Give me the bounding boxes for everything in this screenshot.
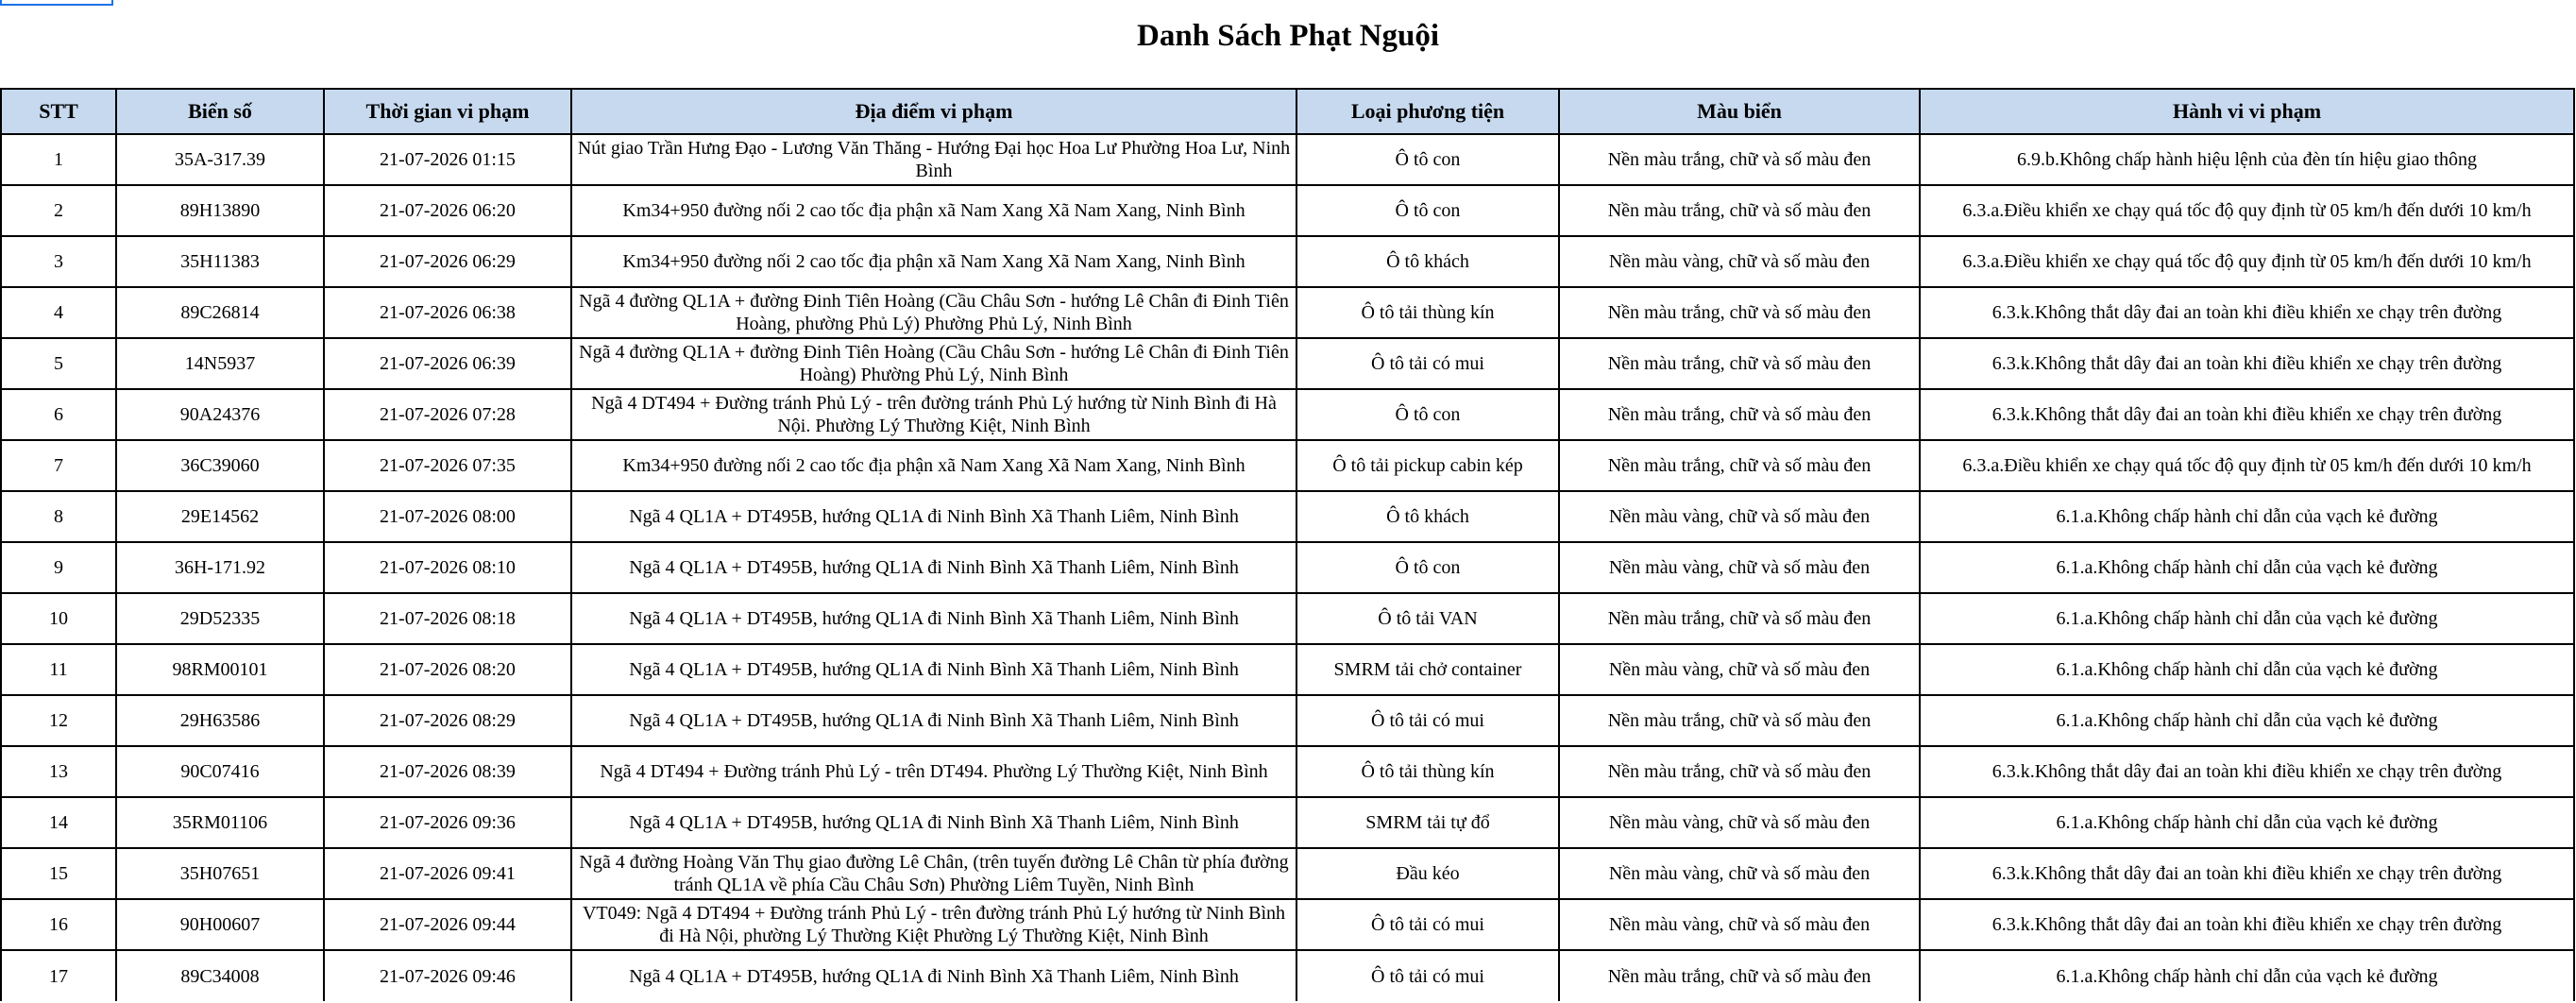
cell-time[interactable]: 21-07-2026 09:36 [324, 797, 571, 848]
cell-plate[interactable]: 35RM01106 [116, 797, 324, 848]
cell-location[interactable]: Ngã 4 QL1A + DT495B, hướng QL1A đi Ninh Bình Xã Thanh Liêm, Ninh Bình [571, 644, 1296, 695]
cell-plate-color[interactable]: Nền màu vàng, chữ và số màu đen [1559, 542, 1920, 593]
cell-time[interactable]: 21-07-2026 08:29 [324, 695, 571, 746]
cell-plate-color[interactable]: Nền màu trắng, chữ và số màu đen [1559, 185, 1920, 236]
cell-time[interactable]: 21-07-2026 06:20 [324, 185, 571, 236]
cell-violation[interactable]: 6.3.k.Không thắt dây đai an toàn khi điều khiển xe chạy trên đường [1920, 389, 2574, 440]
cell-violation[interactable]: 6.1.a.Không chấp hành chỉ dẫn của vạch kẻ đường [1920, 950, 2574, 1001]
cell-location[interactable]: Km34+950 đường nối 2 cao tốc địa phận xã Nam Xang Xã Nam Xang, Ninh Bình [571, 236, 1296, 287]
violations-table [0, 88, 2575, 1001]
table-row [1, 389, 2574, 440]
cell-plate[interactable]: 35H07651 [116, 848, 324, 899]
cell-location[interactable]: Ngã 4 QL1A + DT495B, hướng QL1A đi Ninh Bình Xã Thanh Liêm, Ninh Bình [571, 797, 1296, 848]
cell-plate-color[interactable]: Nền màu vàng, chữ và số màu đen [1559, 491, 1920, 542]
cell-vehicle[interactable]: SMRM tải tự đổ [1296, 797, 1559, 848]
cell-violation[interactable]: 6.3.a.Điều khiển xe chạy quá tốc độ quy định từ 05 km/h đến dưới 10 km/h [1920, 185, 2574, 236]
cell-location[interactable]: Ngã 4 đường Hoàng Văn Thụ giao đường Lê Chân, (trên tuyến đường Lê Chân từ phía đường tránh QL1A về phía Cầu Châu Sơn) Phường Liêm Tuyền, Ninh Bình [571, 848, 1296, 899]
table-row [1, 236, 2574, 287]
cell-stt[interactable]: 10 [1, 593, 116, 644]
cell-stt[interactable]: 3 [1, 236, 116, 287]
cell-violation[interactable]: 6.1.a.Không chấp hành chỉ dẫn của vạch kẻ đường [1920, 542, 2574, 593]
table-row [1, 440, 2574, 491]
column-header-vehicle[interactable]: Loại phương tiện [1296, 89, 1559, 134]
cell-vehicle[interactable]: Đầu kéo [1296, 848, 1559, 899]
cell-stt[interactable]: 5 [1, 338, 116, 389]
column-header-stt[interactable]: STT [1, 89, 116, 134]
cell-violation[interactable]: 6.1.a.Không chấp hành chỉ dẫn của vạch kẻ đường [1920, 797, 2574, 848]
cell-plate[interactable]: 90H00607 [116, 899, 324, 950]
column-header-plate-color[interactable]: Màu biển [1559, 89, 1920, 134]
cell-plate-color[interactable]: Nền màu trắng, chữ và số màu đen [1559, 593, 1920, 644]
cell-location[interactable]: Ngã 4 đường QL1A + đường Đinh Tiên Hoàng (Cầu Châu Sơn - hướng Lê Chân đi Đinh Tiên Hoàng, phường Phủ Lý) Phường Phủ Lý, Ninh Bình [571, 287, 1296, 338]
table-row [1, 695, 2574, 746]
cell-violation[interactable]: 6.1.a.Không chấp hành chỉ dẫn của vạch kẻ đường [1920, 695, 2574, 746]
cell-plate-color[interactable]: Nền màu trắng, chữ và số màu đen [1559, 134, 1920, 185]
table-row [1, 287, 2574, 338]
cell-time[interactable]: 21-07-2026 09:44 [324, 899, 571, 950]
cell-stt[interactable]: 9 [1, 542, 116, 593]
cell-location[interactable]: VT049: Ngã 4 DT494 + Đường tránh Phủ Lý - trên đường tránh Phủ Lý hướng từ Ninh Bình đi Hà Nội, phường Lý Thường Kiệt Phường Lý Thường Kiệt, Ninh Bình [571, 899, 1296, 950]
table-row [1, 746, 2574, 797]
header-row [1, 89, 2574, 134]
cell-plate[interactable]: 14N5937 [116, 338, 324, 389]
cell-vehicle[interactable]: Ô tô tải có mui [1296, 338, 1559, 389]
table-row [1, 338, 2574, 389]
cell-vehicle[interactable]: Ô tô khách [1296, 236, 1559, 287]
cell-time[interactable]: 21-07-2026 07:35 [324, 440, 571, 491]
table-row [1, 644, 2574, 695]
cell-location[interactable]: Ngã 4 DT494 + Đường tránh Phủ Lý - trên đường tránh Phủ Lý hướng từ Ninh Bình đi Hà Nội. Phường Lý Thường Kiệt, Ninh Bình [571, 389, 1296, 440]
cell-plate-color[interactable]: Nền màu trắng, chữ và số màu đen [1559, 287, 1920, 338]
cell-location[interactable]: Ngã 4 QL1A + DT495B, hướng QL1A đi Ninh Bình Xã Thanh Liêm, Ninh Bình [571, 950, 1296, 1001]
cell-stt[interactable]: 11 [1, 644, 116, 695]
cell-vehicle[interactable]: Ô tô tải có mui [1296, 695, 1559, 746]
cell-vehicle[interactable]: SMRM tải chở container [1296, 644, 1559, 695]
cell-plate-color[interactable]: Nền màu trắng, chữ và số màu đen [1559, 389, 1920, 440]
cell-location[interactable]: Nút giao Trần Hưng Đạo - Lương Văn Thăng - Hướng Đại học Hoa Lư Phường Hoa Lư, Ninh Bình [571, 134, 1296, 185]
cell-stt[interactable]: 2 [1, 185, 116, 236]
cell-time[interactable]: 21-07-2026 06:29 [324, 236, 571, 287]
cell-plate-color[interactable]: Nền màu vàng, chữ và số màu đen [1559, 797, 1920, 848]
cell-plate-color[interactable]: Nền màu vàng, chữ và số màu đen [1559, 848, 1920, 899]
cell-location[interactable]: Ngã 4 DT494 + Đường tránh Phủ Lý - trên DT494. Phường Lý Thường Kiệt, Ninh Bình [571, 746, 1296, 797]
cell-time[interactable]: 21-07-2026 08:10 [324, 542, 571, 593]
cell-stt[interactable]: 15 [1, 848, 116, 899]
cell-location[interactable]: Km34+950 đường nối 2 cao tốc địa phận xã Nam Xang Xã Nam Xang, Ninh Bình [571, 185, 1296, 236]
cell-stt[interactable]: 1 [1, 134, 116, 185]
cell-plate-color[interactable]: Nền màu vàng, chữ và số màu đen [1559, 236, 1920, 287]
cell-time[interactable]: 21-07-2026 08:18 [324, 593, 571, 644]
cell-stt[interactable]: 4 [1, 287, 116, 338]
cell-location[interactable]: Ngã 4 QL1A + DT495B, hướng QL1A đi Ninh Bình Xã Thanh Liêm, Ninh Bình [571, 542, 1296, 593]
cell-plate[interactable]: 35A-317.39 [116, 134, 324, 185]
cell-vehicle[interactable]: Ô tô khách [1296, 491, 1559, 542]
cell-plate-color[interactable]: Nền màu vàng, chữ và số màu đen [1559, 644, 1920, 695]
cell-violation[interactable]: 6.3.a.Điều khiển xe chạy quá tốc độ quy định từ 05 km/h đến dưới 10 km/h [1920, 440, 2574, 491]
cell-vehicle[interactable]: Ô tô con [1296, 542, 1559, 593]
cell-plate-color[interactable]: Nền màu trắng, chữ và số màu đen [1559, 746, 1920, 797]
cell-vehicle[interactable]: Ô tô con [1296, 389, 1559, 440]
cell-plate[interactable]: 36H-171.92 [116, 542, 324, 593]
cell-violation[interactable]: 6.3.k.Không thắt dây đai an toàn khi điều khiển xe chạy trên đường [1920, 746, 2574, 797]
cell-violation[interactable]: 6.3.a.Điều khiển xe chạy quá tốc độ quy định từ 05 km/h đến dưới 10 km/h [1920, 236, 2574, 287]
cell-time[interactable]: 21-07-2026 09:41 [324, 848, 571, 899]
cell-vehicle[interactable]: Ô tô tải thùng kín [1296, 287, 1559, 338]
cell-stt[interactable]: 17 [1, 950, 116, 1001]
cell-violation[interactable]: 6.3.k.Không thắt dây đai an toàn khi điều khiển xe chạy trên đường [1920, 848, 2574, 899]
cell-violation[interactable]: 6.1.a.Không chấp hành chỉ dẫn của vạch kẻ đường [1920, 593, 2574, 644]
cell-location[interactable]: Ngã 4 QL1A + DT495B, hướng QL1A đi Ninh Bình Xã Thanh Liêm, Ninh Bình [571, 491, 1296, 542]
cell-violation[interactable]: 6.3.k.Không thắt dây đai an toàn khi điều khiển xe chạy trên đường [1920, 287, 2574, 338]
cell-location[interactable]: Km34+950 đường nối 2 cao tốc địa phận xã Nam Xang Xã Nam Xang, Ninh Bình [571, 440, 1296, 491]
cell-vehicle[interactable]: Ô tô tải có mui [1296, 899, 1559, 950]
table-row [1, 899, 2574, 950]
cell-stt[interactable]: 16 [1, 899, 116, 950]
cell-plate-color[interactable]: Nền màu trắng, chữ và số màu đen [1559, 338, 1920, 389]
cell-violation[interactable]: 6.3.k.Không thắt dây đai an toàn khi điều khiển xe chạy trên đường [1920, 899, 2574, 950]
cell-plate[interactable]: 89H13890 [116, 185, 324, 236]
cell-location[interactable]: Ngã 4 QL1A + DT495B, hướng QL1A đi Ninh Bình Xã Thanh Liêm, Ninh Bình [571, 593, 1296, 644]
cell-stt[interactable]: 8 [1, 491, 116, 542]
cell-violation[interactable]: 6.1.a.Không chấp hành chỉ dẫn của vạch kẻ đường [1920, 644, 2574, 695]
cell-vehicle[interactable]: Ô tô tải có mui [1296, 950, 1559, 1001]
cell-vehicle[interactable]: Ô tô tải pickup cabin kép [1296, 440, 1559, 491]
cell-time[interactable]: 21-07-2026 06:38 [324, 287, 571, 338]
cell-time[interactable]: 21-07-2026 01:15 [324, 134, 571, 185]
cell-plate[interactable]: 98RM00101 [116, 644, 324, 695]
column-header-plate[interactable]: Biển số [116, 89, 324, 134]
cell-time[interactable]: 21-07-2026 07:28 [324, 389, 571, 440]
cell-plate[interactable]: 29H63586 [116, 695, 324, 746]
column-header-location[interactable]: Địa điểm vi phạm [571, 89, 1296, 134]
cell-time[interactable]: 21-07-2026 06:39 [324, 338, 571, 389]
column-header-time[interactable]: Thời gian vi phạm [324, 89, 571, 134]
cell-plate-color[interactable]: Nền màu trắng, chữ và số màu đen [1559, 440, 1920, 491]
table-row [1, 491, 2574, 542]
cell-stt[interactable]: 7 [1, 440, 116, 491]
cell-plate[interactable]: 35H11383 [116, 236, 324, 287]
cell-plate[interactable]: 90C07416 [116, 746, 324, 797]
cell-stt[interactable]: 13 [1, 746, 116, 797]
cell-plate[interactable]: 90A24376 [116, 389, 324, 440]
column-header-violation[interactable]: Hành vi vi phạm [1920, 89, 2574, 134]
cell-stt[interactable]: 6 [1, 389, 116, 440]
table-row [1, 797, 2574, 848]
cell-vehicle[interactable]: Ô tô con [1296, 134, 1559, 185]
cell-violation[interactable]: 6.3.k.Không thắt dây đai an toàn khi điều khiển xe chạy trên đường [1920, 338, 2574, 389]
cell-time[interactable]: 21-07-2026 08:20 [324, 644, 571, 695]
cell-time[interactable]: 21-07-2026 08:00 [324, 491, 571, 542]
table-row [1, 542, 2574, 593]
table-row [1, 134, 2574, 185]
table-row [1, 950, 2574, 1001]
cell-time[interactable]: 21-07-2026 09:46 [324, 950, 571, 1001]
cell-plate[interactable]: 89C26814 [116, 287, 324, 338]
cell-plate[interactable]: 89C34008 [116, 950, 324, 1001]
cell-plate-color[interactable]: Nền màu vàng, chữ và số màu đen [1559, 899, 1920, 950]
cell-plate[interactable]: 29D52335 [116, 593, 324, 644]
cell-vehicle[interactable]: Ô tô con [1296, 185, 1559, 236]
cell-location[interactable]: Ngã 4 đường QL1A + đường Đinh Tiên Hoàng (Cầu Châu Sơn - hướng Lê Chân đi Đinh Tiên Hoàng) Phường Phủ Lý, Ninh Bình [571, 338, 1296, 389]
cell-violation[interactable]: 6.1.a.Không chấp hành chỉ dẫn của vạch kẻ đường [1920, 491, 2574, 542]
cell-location[interactable]: Ngã 4 QL1A + DT495B, hướng QL1A đi Ninh Bình Xã Thanh Liêm, Ninh Bình [571, 695, 1296, 746]
cell-plate-color[interactable]: Nền màu trắng, chữ và số màu đen [1559, 695, 1920, 746]
cell-plate[interactable]: 36C39060 [116, 440, 324, 491]
cell-time[interactable]: 21-07-2026 08:39 [324, 746, 571, 797]
cell-vehicle[interactable]: Ô tô tải VAN [1296, 593, 1559, 644]
cell-stt[interactable]: 12 [1, 695, 116, 746]
cell-stt[interactable]: 14 [1, 797, 116, 848]
table-row [1, 848, 2574, 899]
cell-plate[interactable]: 29E14562 [116, 491, 324, 542]
table-row [1, 185, 2574, 236]
cell-vehicle[interactable]: Ô tô tải thùng kín [1296, 746, 1559, 797]
cell-plate-color[interactable]: Nền màu trắng, chữ và số màu đen [1559, 950, 1920, 1001]
cell-violation[interactable]: 6.9.b.Không chấp hành hiệu lệnh của đèn tín hiệu giao thông [1920, 134, 2574, 185]
page-title: Danh Sách Phạt Nguội [1137, 19, 1439, 53]
table-row [1, 593, 2574, 644]
active-cell-cursor[interactable] [0, 0, 113, 6]
